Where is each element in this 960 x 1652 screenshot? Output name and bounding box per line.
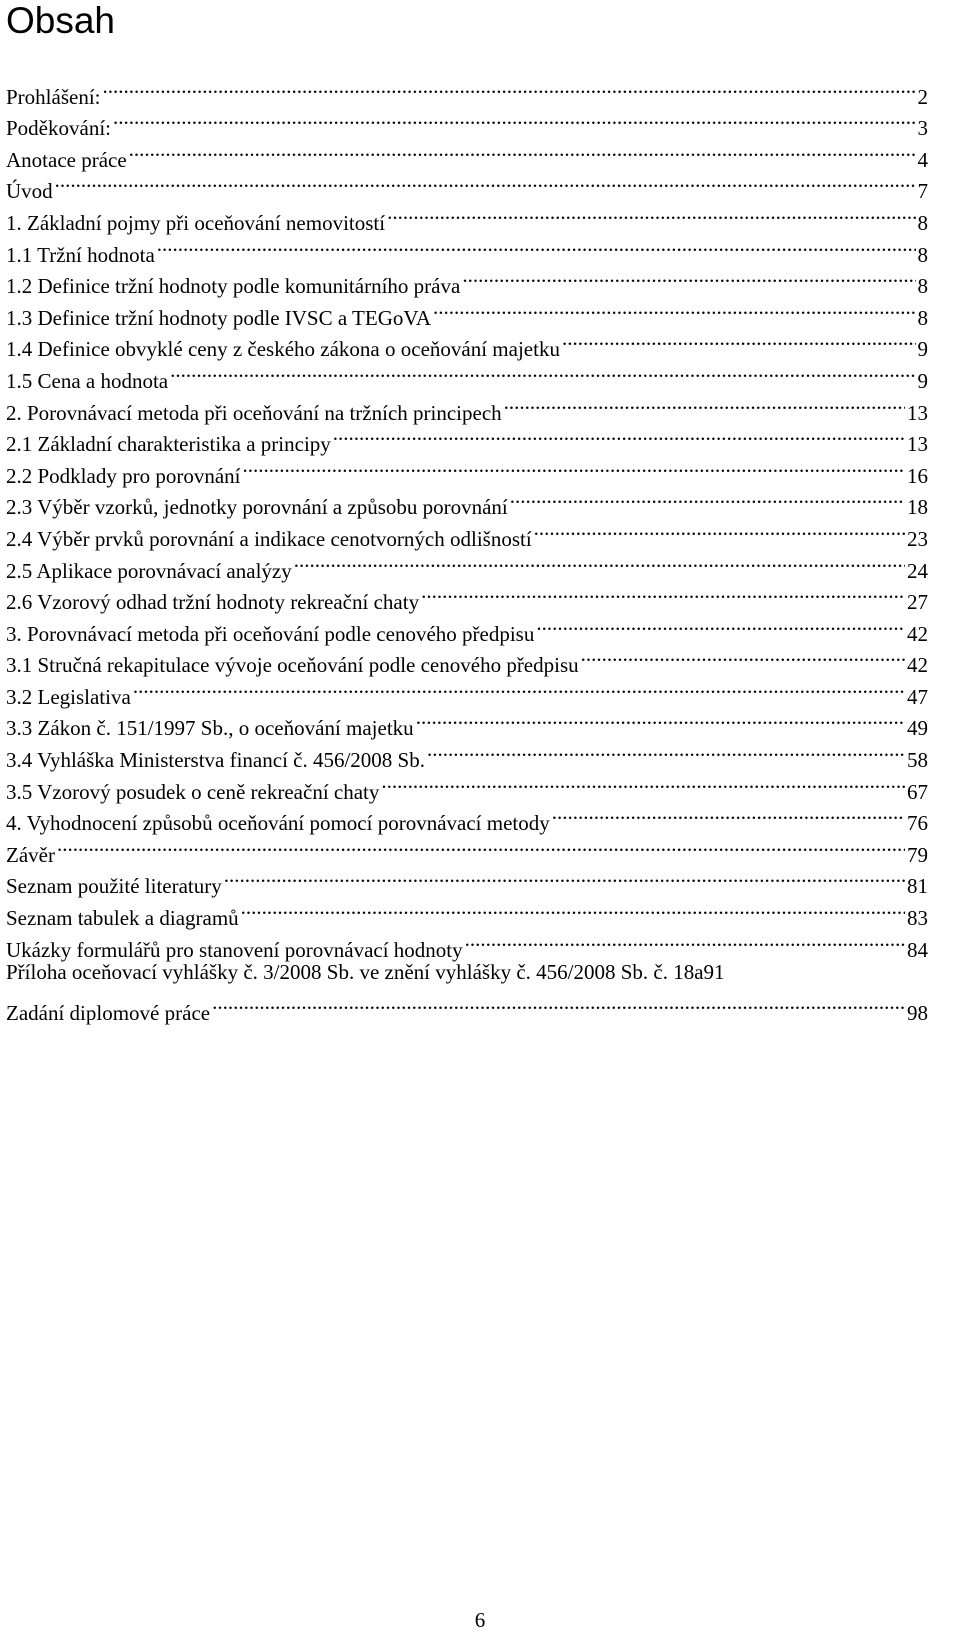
toc-entry-label: 3.4 Vyhláška Ministerstva financí č. 456/2008 Sb. (6, 748, 425, 773)
toc-entry-label: Seznam použité literatury (6, 874, 222, 899)
toc-entry-label: Anotace práce (6, 147, 127, 172)
toc-leader-dots (294, 546, 905, 578)
toc-entry-label: 3.5 Vzorový posudek o ceně rekreační chaty (6, 779, 380, 804)
toc-entry-page: 49 (907, 716, 928, 741)
toc-entry-page: 4 (917, 147, 928, 172)
toc-entry[interactable] (6, 135, 928, 172)
toc-entry-label: Závěr (6, 842, 55, 867)
toc-leader-dots (536, 609, 905, 641)
toc-entry-page: 67 (907, 779, 928, 804)
toc-entry-page: 8 (917, 274, 928, 299)
toc-entry-label: 1.3 Definice tržní hodnoty podle IVSC a TEGoVA (6, 305, 431, 330)
toc-leader-dots (133, 672, 905, 704)
toc-entry-page: 3 (917, 116, 928, 141)
toc-leader-dots (157, 230, 916, 262)
toc-entry-label: 1. Základní pojmy při oceňování nemovitostí (6, 210, 386, 235)
toc-entry-label: Ukázky formulářů pro stanovení porovnávací hodnoty (6, 937, 463, 962)
toc-entry-page: 9 (917, 337, 928, 362)
toc-leader-dots (387, 198, 915, 230)
toc-entry[interactable] (6, 104, 928, 141)
toc-entry-label: 1.5 Cena a hodnota (6, 368, 169, 393)
toc-entry-page: 24 (907, 558, 928, 583)
toc-entry-page: 91 (703, 959, 725, 984)
toc-leader-dots (242, 451, 905, 483)
toc-entry-label: 2. Porovnávací metoda při oceňování na tržních principech (6, 400, 502, 425)
toc-entry-label: 1.4 Definice obvyklé ceny z českého zákona o oceňování majetku (6, 337, 560, 362)
toc-leader-dots (433, 293, 916, 325)
toc-entry-label: 2.3 Výběr vzorků, jednotky porovnání a způsobu porovnání (6, 495, 508, 520)
toc-entry-label: Příloha oceňovací vyhlášky č. 3/2008 Sb. ve znění vyhlášky č. 456/2008 Sb. č. 18a (6, 959, 704, 984)
toc-entry-page: 13 (907, 432, 928, 457)
toc-entry-label: 2.2 Podklady pro porovnání (6, 463, 241, 488)
toc-entry-page: 84 (907, 937, 928, 962)
toc-leader-dots (421, 578, 905, 610)
toc-entry-label: Prohlášení: (6, 84, 101, 109)
toc-entry-label: 3.1 Stručná rekapitulace vývoje oceňování podle cenového předpisu (6, 653, 579, 678)
toc-entry-page: 79 (907, 842, 928, 867)
toc-leader-dots (504, 388, 905, 420)
toc-entry-label: 1.2 Definice tržní hodnoty podle komunitárního práva (6, 274, 461, 299)
toc-entry-page: 98 (907, 1000, 928, 1025)
toc-entry[interactable] (6, 988, 928, 1025)
toc-entry-page: 81 (907, 874, 928, 899)
toc-entry-page: 8 (917, 242, 928, 267)
toc-entry[interactable] (6, 830, 928, 867)
toc-entry[interactable] (6, 72, 928, 109)
toc-entry-label: Poděkování: (6, 116, 111, 141)
toc-leader-dots (552, 799, 905, 831)
toc-entry-page: 9 (917, 368, 928, 393)
toc-leader-dots (113, 104, 916, 136)
toc-entry[interactable] (6, 672, 928, 709)
toc-leader-dots (212, 988, 905, 1020)
toc-entry[interactable] (6, 704, 928, 741)
toc-entry-label: 3.2 Legislativa (6, 684, 131, 709)
toc-leader-dots (129, 135, 916, 167)
toc-leader-dots (416, 704, 905, 736)
toc-entry-page: 8 (917, 305, 928, 330)
toc-entry-page: 13 (907, 400, 928, 425)
toc-leader-dots (170, 356, 915, 388)
toc-entry-page: 23 (907, 526, 928, 551)
toc-entry[interactable] (6, 198, 928, 235)
toc-leader-dots (57, 830, 905, 862)
table-of-contents (6, 72, 928, 1025)
toc-entry-label: 2.1 Základní charakteristika a principy (6, 432, 331, 457)
toc-entry-page: 7 (917, 179, 928, 204)
toc-entry-label: Seznam tabulek a diagramů (6, 906, 239, 931)
toc-leader-dots (55, 167, 916, 199)
toc-entry[interactable] (6, 862, 928, 899)
toc-entry-label: 2.5 Aplikace porovnávací analýzy (6, 558, 292, 583)
page-title: Obsah (6, 0, 116, 41)
toc-entry-label: 3.3 Zákon č. 151/1997 Sb., o oceňování majetku (6, 716, 414, 741)
toc-entry-page: 8 (917, 210, 928, 235)
toc-entry-label: 1.1 Tržní hodnota (6, 242, 155, 267)
toc-leader-dots (241, 893, 905, 925)
toc-leader-dots (224, 862, 905, 894)
toc-entry[interactable] (6, 167, 928, 204)
toc-entry-page: 42 (907, 653, 928, 678)
toc-entry-label: Úvod (6, 179, 53, 204)
toc-entry-page: 2 (917, 84, 928, 109)
toc-leader-dots (103, 72, 916, 104)
toc-entry-page: 18 (907, 495, 928, 520)
toc-leader-dots (427, 735, 905, 767)
toc-entry-label: 2.6 Vzorový odhad tržní hodnoty rekreační chaty (6, 590, 420, 615)
toc-leader-dots (465, 925, 905, 957)
toc-leader-dots (562, 325, 916, 357)
toc-entry-page: 27 (907, 590, 928, 615)
toc-entry-page: 47 (907, 684, 928, 709)
toc-leader-dots (333, 420, 905, 452)
toc-entry-page: 16 (907, 463, 928, 488)
toc-entry-page: 58 (907, 748, 928, 773)
page-number: 6 (474, 1608, 486, 1632)
toc-leader-dots (381, 767, 905, 799)
toc-entry-label: 3. Porovnávací metoda při oceňování podle cenového předpisu (6, 621, 535, 646)
toc-leader-dots (534, 514, 905, 546)
toc-entry-page: 83 (907, 906, 928, 931)
toc-leader-dots (510, 483, 905, 515)
toc-leader-dots (462, 262, 915, 294)
toc-entry-page: 76 (907, 811, 928, 836)
toc-entry[interactable] (6, 957, 928, 989)
toc-entry-label: 4. Vyhodnocení způsobů oceňování pomocí porovnávací metody (6, 811, 550, 836)
toc-leader-dots (581, 641, 905, 673)
toc-entry-label: 2.4 Výběr prvků porovnání a indikace cenotvorných odlišností (6, 526, 532, 551)
toc-entry-page: 42 (907, 621, 928, 646)
toc-entry-label: Zadání diplomové práce (6, 1000, 211, 1025)
